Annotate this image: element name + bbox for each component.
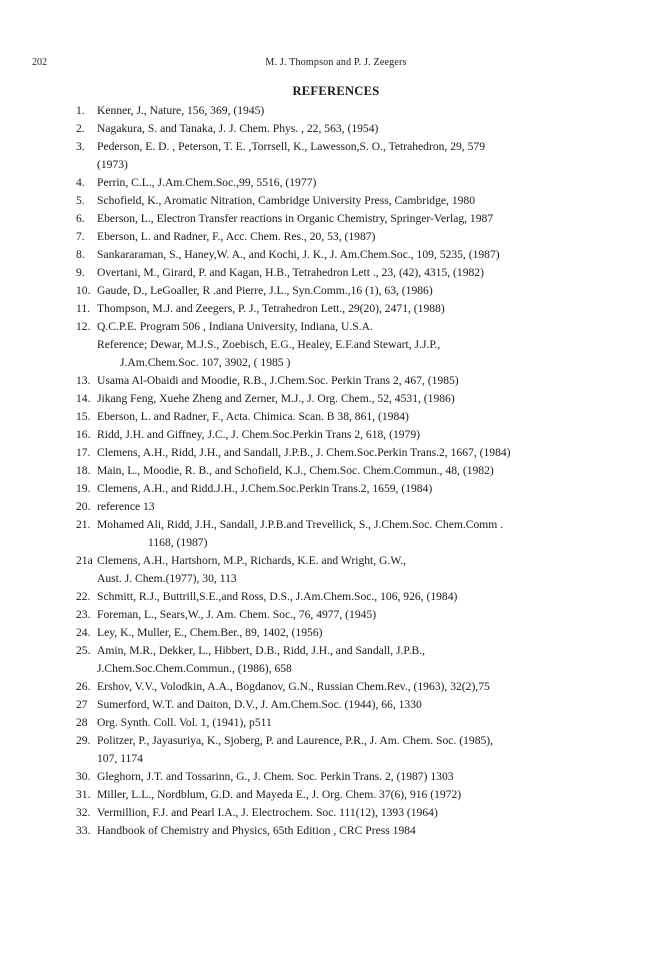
reference-text: Kenner, J., Nature, 156, 369, (1945) [97,104,265,117]
reference-number: 18. [76,464,91,477]
reference-item [0,714,672,732]
reference-text: (1973) [97,158,128,171]
reference-item [0,426,672,444]
reference-text: Jikang Feng, Xuehe Zheng and Zerner, M.J., J. Org. Chem., 52, 4531, (1986) [97,392,455,405]
reference-number: 24. [76,626,91,639]
reference-text: Amin, M.R., Dekker, L., Hibbert, D.B., Ridd, J.H., and Sandall, J.P.B., [97,644,426,657]
reference-number: 13. [76,374,91,387]
reference-item [0,372,672,390]
reference-item [0,408,672,426]
reference-text: Foreman, L., Sears,W., J. Am. Chem. Soc., 76, 4977, (1945) [97,608,377,621]
reference-number: 27 [76,698,88,711]
reference-number: 6. [76,212,85,225]
reference-text: Eberson, L. and Radner, F., Acc. Chem. Res., 20, 53, (1987) [97,230,376,243]
reference-text: Ley, K., Muller, E., Chem.Ber., 89, 1402, (1956) [97,626,323,639]
reference-number: 20. [76,500,91,513]
reference-item [0,768,672,786]
reference-item-continuation [0,750,672,768]
reference-item [0,264,672,282]
reference-number: 21a [76,554,93,567]
reference-text: Clemens, A.H., Ridd, J.H., and Sandall, J.P.B., J. Chem.Soc.Perkin Trans.2, 1667, (1984) [97,446,511,459]
reference-text: reference 13 [97,500,155,513]
reference-number: 21. [76,518,91,531]
reference-item-continuation [0,156,672,174]
page-number: 202 [32,57,47,68]
reference-item [0,300,672,318]
reference-text: Usama Al-Obaidi and Moodie, R.B., J.Chem.Soc. Perkin Trans 2, 467, (1985) [97,374,459,387]
reference-item-continuation [0,534,672,552]
reference-item [0,246,672,264]
reference-item [0,210,672,228]
reference-number: 19. [76,482,91,495]
reference-number: 23. [76,608,91,621]
reference-item [0,318,672,336]
reference-number: 5. [76,194,85,207]
references-title: REFERENCES [292,84,380,98]
reference-item [0,174,672,192]
reference-text: Schofield, K., Aromatic Nitration, Cambridge University Press, Cambridge, 1980 [97,194,476,207]
reference-item [0,390,672,408]
reference-text: Ridd, J.H. and Giffney, J.C., J. Chem.Soc.Perkin Trans 2, 618, (1979) [97,428,421,441]
reference-number: 11. [76,302,91,315]
reference-item [0,786,672,804]
reference-number: 7. [76,230,85,243]
reference-number: 4. [76,176,85,189]
reference-item [0,624,672,642]
running-head: M. J. Thompson and P. J. Zeegers [265,57,407,68]
reference-text: J.Am.Chem.Soc. 107, 3902, ( 1985 ) [120,356,291,369]
reference-text: 1168, (1987) [148,536,208,549]
reference-item [0,606,672,624]
reference-number: 17. [76,446,91,459]
reference-number: 28 [76,716,88,729]
reference-text: Clemens, A.H., and Ridd.J.H., J.Chem.Soc.Perkin Trans.2, 1659, (1984) [97,482,433,495]
reference-item [0,732,672,750]
reference-text: J.Chem.Soc.Chem.Commun., (1986), 658 [97,662,292,675]
reference-item [0,822,672,840]
reference-text: Perrin, C.L., J.Am.Chem.Soc.,99, 5516, (1977) [97,176,317,189]
reference-number: 32. [76,806,91,819]
reference-text: Clemens, A.H., Hartshorn, M.P., Richards, K.E. and Wright, G.W., [97,554,406,567]
reference-number: 29. [76,734,91,747]
reference-text: Miller, L.L., Nordblum, G.D. and Mayeda E., J. Org. Chem. 37(6), 916 (1972) [97,788,462,801]
reference-number: 26. [76,680,91,693]
reference-number: 9. [76,266,85,279]
reference-item [0,444,672,462]
reference-item [0,804,672,822]
reference-text: Vermillion, F.J. and Pearl I.A., J. Electrochem. Soc. 111(12), 1393 (1964) [97,806,438,819]
reference-item [0,516,672,534]
reference-number: 33. [76,824,91,837]
reference-number: 16. [76,428,91,441]
reference-text: Reference; Dewar, M.J.S., Zoebisch, E.G., Healey, E.F.and Stewart, J.J.P., [97,338,441,351]
reference-item [0,102,672,120]
reference-item [0,696,672,714]
reference-item-continuation [0,660,672,678]
reference-text: Gleghorn, J.T. and Tossarinn, G., J. Chem. Soc. Perkin Trans. 2, (1987) 1303 [97,770,454,783]
reference-text: Ershov, V.V., Volodkin, A.A., Bogdanov, G.N., Russian Chem.Rev., (1963), 32(2),75 [97,680,490,693]
reference-number: 8. [76,248,85,261]
reference-text: Overtani, M., Girard, P. and Kagan, H.B., Tetrahedron Lett ., 23, (42), 4315, (1982) [97,266,484,279]
reference-text: Politzer, P., Jayasuriya, K., Sjoberg, P. and Laurence, P.R., J. Am. Chem. Soc. (1985), [97,734,494,747]
reference-text: Sumerford, W.T. and Daiton, D.V., J. Am.Chem.Soc. (1944), 66, 1330 [97,698,422,711]
reference-item [0,642,672,660]
reference-number: 2. [76,122,85,135]
reference-item [0,192,672,210]
reference-item [0,282,672,300]
reference-number: 1. [76,104,85,117]
reference-text: Aust. J. Chem.(1977), 30, 113 [97,572,237,585]
reference-text: Mohamed Ali, Ridd, J.H., Sandall, J.P.B.and Trevellick, S., J.Chem.Soc. Chem.Comm . [97,518,504,531]
reference-item [0,462,672,480]
reference-item-continuation [0,354,672,372]
reference-item [0,228,672,246]
reference-number: 31. [76,788,91,801]
reference-text: Schmitt, R.J., Buttrill,S.E.,and Ross, D.S., J.Am.Chem.Soc., 106, 926, (1984) [97,590,458,603]
reference-text: Org. Synth. Coll. Vol. 1, (1941), p511 [97,716,272,729]
reference-text: Sankararaman, S., Haney,W. A., and Kochi, J. K., J. Am.Chem.Soc., 109, 5235, (1987) [97,248,500,261]
reference-item [0,552,672,570]
reference-number: 3. [76,140,85,153]
reference-list [0,102,672,840]
reference-text: Eberson, L. and Radner, F., Acta. Chimica. Scan. B 38, 861, (1984) [97,410,409,423]
reference-number: 22. [76,590,91,603]
page-header [32,57,640,71]
reference-item [0,138,672,156]
reference-number: 12. [76,320,91,333]
reference-item [0,120,672,138]
reference-text: Gaude, D., LeGoaller, R .and Pierre, J.L., Syn.Comm.,16 (1), 63, (1986) [97,284,433,297]
reference-item [0,588,672,606]
reference-number: 14. [76,392,91,405]
reference-number: 10. [76,284,91,297]
reference-number: 30. [76,770,91,783]
reference-text: Handbook of Chemistry and Physics, 65th Edition , CRC Press 1984 [97,824,416,837]
reference-number: 15. [76,410,91,423]
reference-item [0,480,672,498]
reference-text: Q.C.P.E. Program 506 , Indiana University, Indiana, U.S.A. [97,320,373,333]
reference-text: Thompson, M.J. and Zeegers, P. J., Tetrahedron Lett., 29(20), 2471, (1988) [97,302,445,315]
reference-item-continuation [0,570,672,588]
reference-text: Eberson, L., Electron Transfer reactions in Organic Chemistry, Springer-Verlag, 1987 [97,212,494,225]
reference-item [0,498,672,516]
reference-text: Nagakura, S. and Tanaka, J. J. Chem. Phys. , 22, 563, (1954) [97,122,379,135]
reference-item-continuation [0,336,672,354]
reference-text: Pederson, E. D. , Peterson, T. E. ,Torrsell, K., Lawesson,S. O., Tetrahedron, 29, 579 [97,140,485,153]
reference-number: 25. [76,644,91,657]
reference-item [0,678,672,696]
reference-text: Main, L., Moodie, R. B., and Schofield, K.J., Chem.Soc. Chem.Commun., 48, (1982) [97,464,494,477]
reference-text: 107, 1174 [97,752,143,765]
